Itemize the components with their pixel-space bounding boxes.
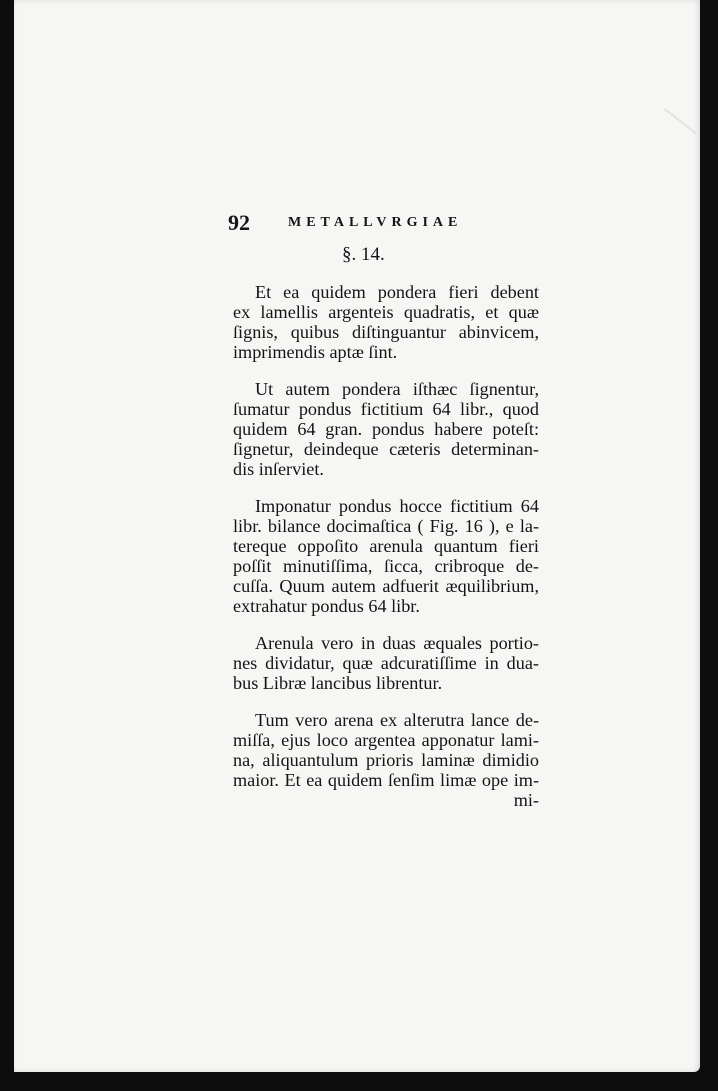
- section-number: §. 14.: [342, 244, 385, 265]
- text-line: Tum vero arena ex alterutra lance de-: [255, 710, 539, 730]
- text-line: poſſit minutiſſima, ſicca, cribroque de-: [233, 556, 539, 576]
- text-line: dis inſerviet.: [233, 459, 324, 479]
- text-line: nes dividatur, quæ adcuratiſſime in dua-: [233, 653, 539, 673]
- text-line: ſignis, quibus diſtinguantur abinvicem,: [233, 322, 539, 342]
- text-line: tereque oppoſito arenula quantum fieri: [233, 536, 539, 556]
- text-line: na, aliquantulum prioris laminæ dimidio: [233, 750, 539, 770]
- text-line: Arenula vero in duas æquales portio-: [255, 633, 539, 653]
- paragraph-5: [233, 710, 539, 810]
- text-line: quidem 64 gran. pondus habere poteſt:: [233, 419, 539, 439]
- catchword: mi-: [513, 790, 539, 810]
- page-number: 92: [228, 210, 250, 235]
- page-header: [228, 210, 548, 240]
- text-line: ſumatur pondus fictitium 64 libr., quod: [233, 399, 539, 419]
- paragraph-2: [233, 379, 539, 479]
- text-line: ex lamellis argenteis quadratis, et quæ: [233, 302, 539, 322]
- text-line: ſignetur, deindeque cæteris determinan-: [233, 439, 539, 459]
- text-line: libr. bilance docimaſtica ( Fig. 16 ), e la-: [233, 516, 539, 536]
- paragraph-3: [233, 496, 539, 616]
- text-line: extrahatur pondus 64 libr.: [233, 596, 420, 616]
- page-crease: [664, 108, 697, 134]
- body-text: [233, 282, 539, 827]
- paragraph-1: [233, 282, 539, 362]
- text-line: bus Libræ lancibus librentur.: [233, 673, 443, 693]
- running-title: METALLVRGIAE: [288, 215, 463, 230]
- text-line: Et ea quidem pondera fieri debent: [255, 282, 539, 302]
- text-line: cuſſa. Quum autem adfuerit æquilibrium,: [233, 576, 539, 596]
- text-line: maior. Et ea quidem ſenſim limæ ope im-: [233, 770, 539, 790]
- text-line: Ut autem pondera iſthæc ſignentur,: [255, 379, 539, 399]
- text-line: miſſa, ejus loco argentea apponatur lami-: [233, 730, 539, 750]
- text-line: Imponatur pondus hocce fictitium 64: [255, 496, 539, 516]
- paragraph-4: [233, 633, 539, 693]
- text-line: imprimendis aptæ ſint.: [233, 342, 398, 362]
